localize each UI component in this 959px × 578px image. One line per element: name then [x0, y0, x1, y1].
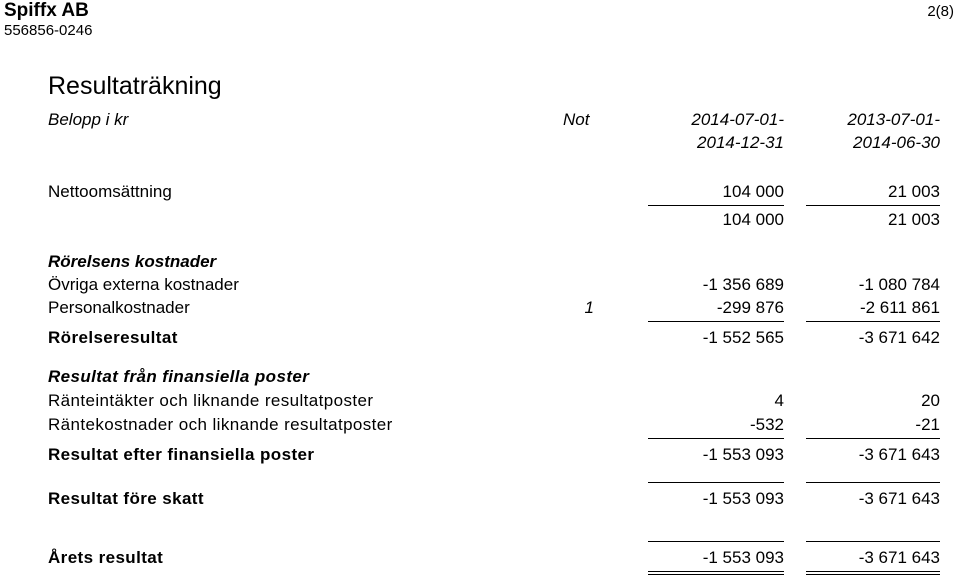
- divider-line: [806, 321, 940, 322]
- double-underline: [648, 574, 784, 575]
- row-label-interest-income: Ränteintäkter och liknande resultatposter: [48, 391, 374, 410]
- divider-line: [806, 541, 940, 542]
- column-header-current-end: 2014-12-31: [697, 133, 784, 152]
- page-number: 2(8): [927, 3, 954, 20]
- company-name: Spiffx AB: [4, 0, 89, 21]
- column-header-previous-end: 2014-06-30: [853, 133, 940, 152]
- column-header-label: Belopp i kr: [48, 110, 129, 129]
- divider-line: [806, 438, 940, 439]
- row-current-other-external-costs: -1 356 689: [702, 275, 784, 294]
- row-previous-result-before-tax: -3 671 643: [858, 489, 940, 508]
- double-underline: [648, 571, 784, 572]
- statement-title: Resultaträkning: [48, 72, 222, 100]
- row-label-interest-expenses: Räntekostnader och liknande resultatposter: [48, 415, 393, 434]
- row-current-net-result: -1 553 093: [702, 548, 784, 567]
- row-label-net-sales: Nettoomsättning: [48, 182, 172, 201]
- divider-line: [648, 438, 784, 439]
- row-previous-net-result: -3 671 643: [858, 548, 940, 567]
- divider-line: [648, 321, 784, 322]
- row-label-net-result: Årets resultat: [48, 548, 164, 567]
- row-previous-result-after-financial-items: -3 671 643: [858, 445, 940, 464]
- row-label-operating-result: Rörelseresultat: [48, 328, 178, 347]
- double-underline: [806, 574, 940, 575]
- section-heading-operating-costs: Rörelsens kostnader: [48, 252, 217, 271]
- row-label-other-external-costs: Övriga externa kostnader: [48, 275, 239, 294]
- divider-line: [806, 482, 940, 483]
- row-current-interest-expenses: -532: [749, 415, 784, 434]
- row-current-personnel-costs: -299 876: [716, 298, 784, 317]
- divider-line: [648, 482, 784, 483]
- row-current-result-after-financial-items: -1 553 093: [702, 445, 784, 464]
- double-underline: [806, 571, 940, 572]
- row-previous-net-sales: 21 003: [888, 182, 940, 201]
- divider-line: [648, 541, 784, 542]
- divider-line: [648, 205, 784, 206]
- column-header-note: Not: [563, 110, 590, 129]
- row-previous-subtotal: 21 003: [888, 210, 940, 229]
- row-label-result-after-financial-items: Resultat efter finansiella poster: [48, 445, 315, 464]
- column-header-previous-start: 2013-07-01-: [847, 110, 940, 129]
- row-label-result-before-tax: Resultat före skatt: [48, 489, 204, 508]
- row-current-net-sales: 104 000: [722, 182, 784, 201]
- divider-line: [806, 205, 940, 206]
- row-current-interest-income: 4: [774, 391, 784, 410]
- row-previous-interest-expenses: -21: [915, 415, 940, 434]
- row-previous-other-external-costs: -1 080 784: [858, 275, 940, 294]
- column-header-current-start: 2014-07-01-: [691, 110, 784, 129]
- row-current-operating-result: -1 552 565: [702, 328, 784, 347]
- org-number: 556856-0246: [4, 22, 93, 39]
- row-label-personnel-costs: Personalkostnader: [48, 298, 190, 317]
- row-previous-interest-income: 20: [921, 391, 940, 410]
- row-previous-operating-result: -3 671 642: [858, 328, 940, 347]
- row-current-result-before-tax: -1 553 093: [702, 489, 784, 508]
- section-heading-financial-items: Resultat från finansiella poster: [48, 367, 310, 386]
- row-note-personnel-costs: 1: [584, 298, 594, 317]
- row-current-subtotal: 104 000: [722, 210, 784, 229]
- row-previous-personnel-costs: -2 611 861: [859, 298, 940, 317]
